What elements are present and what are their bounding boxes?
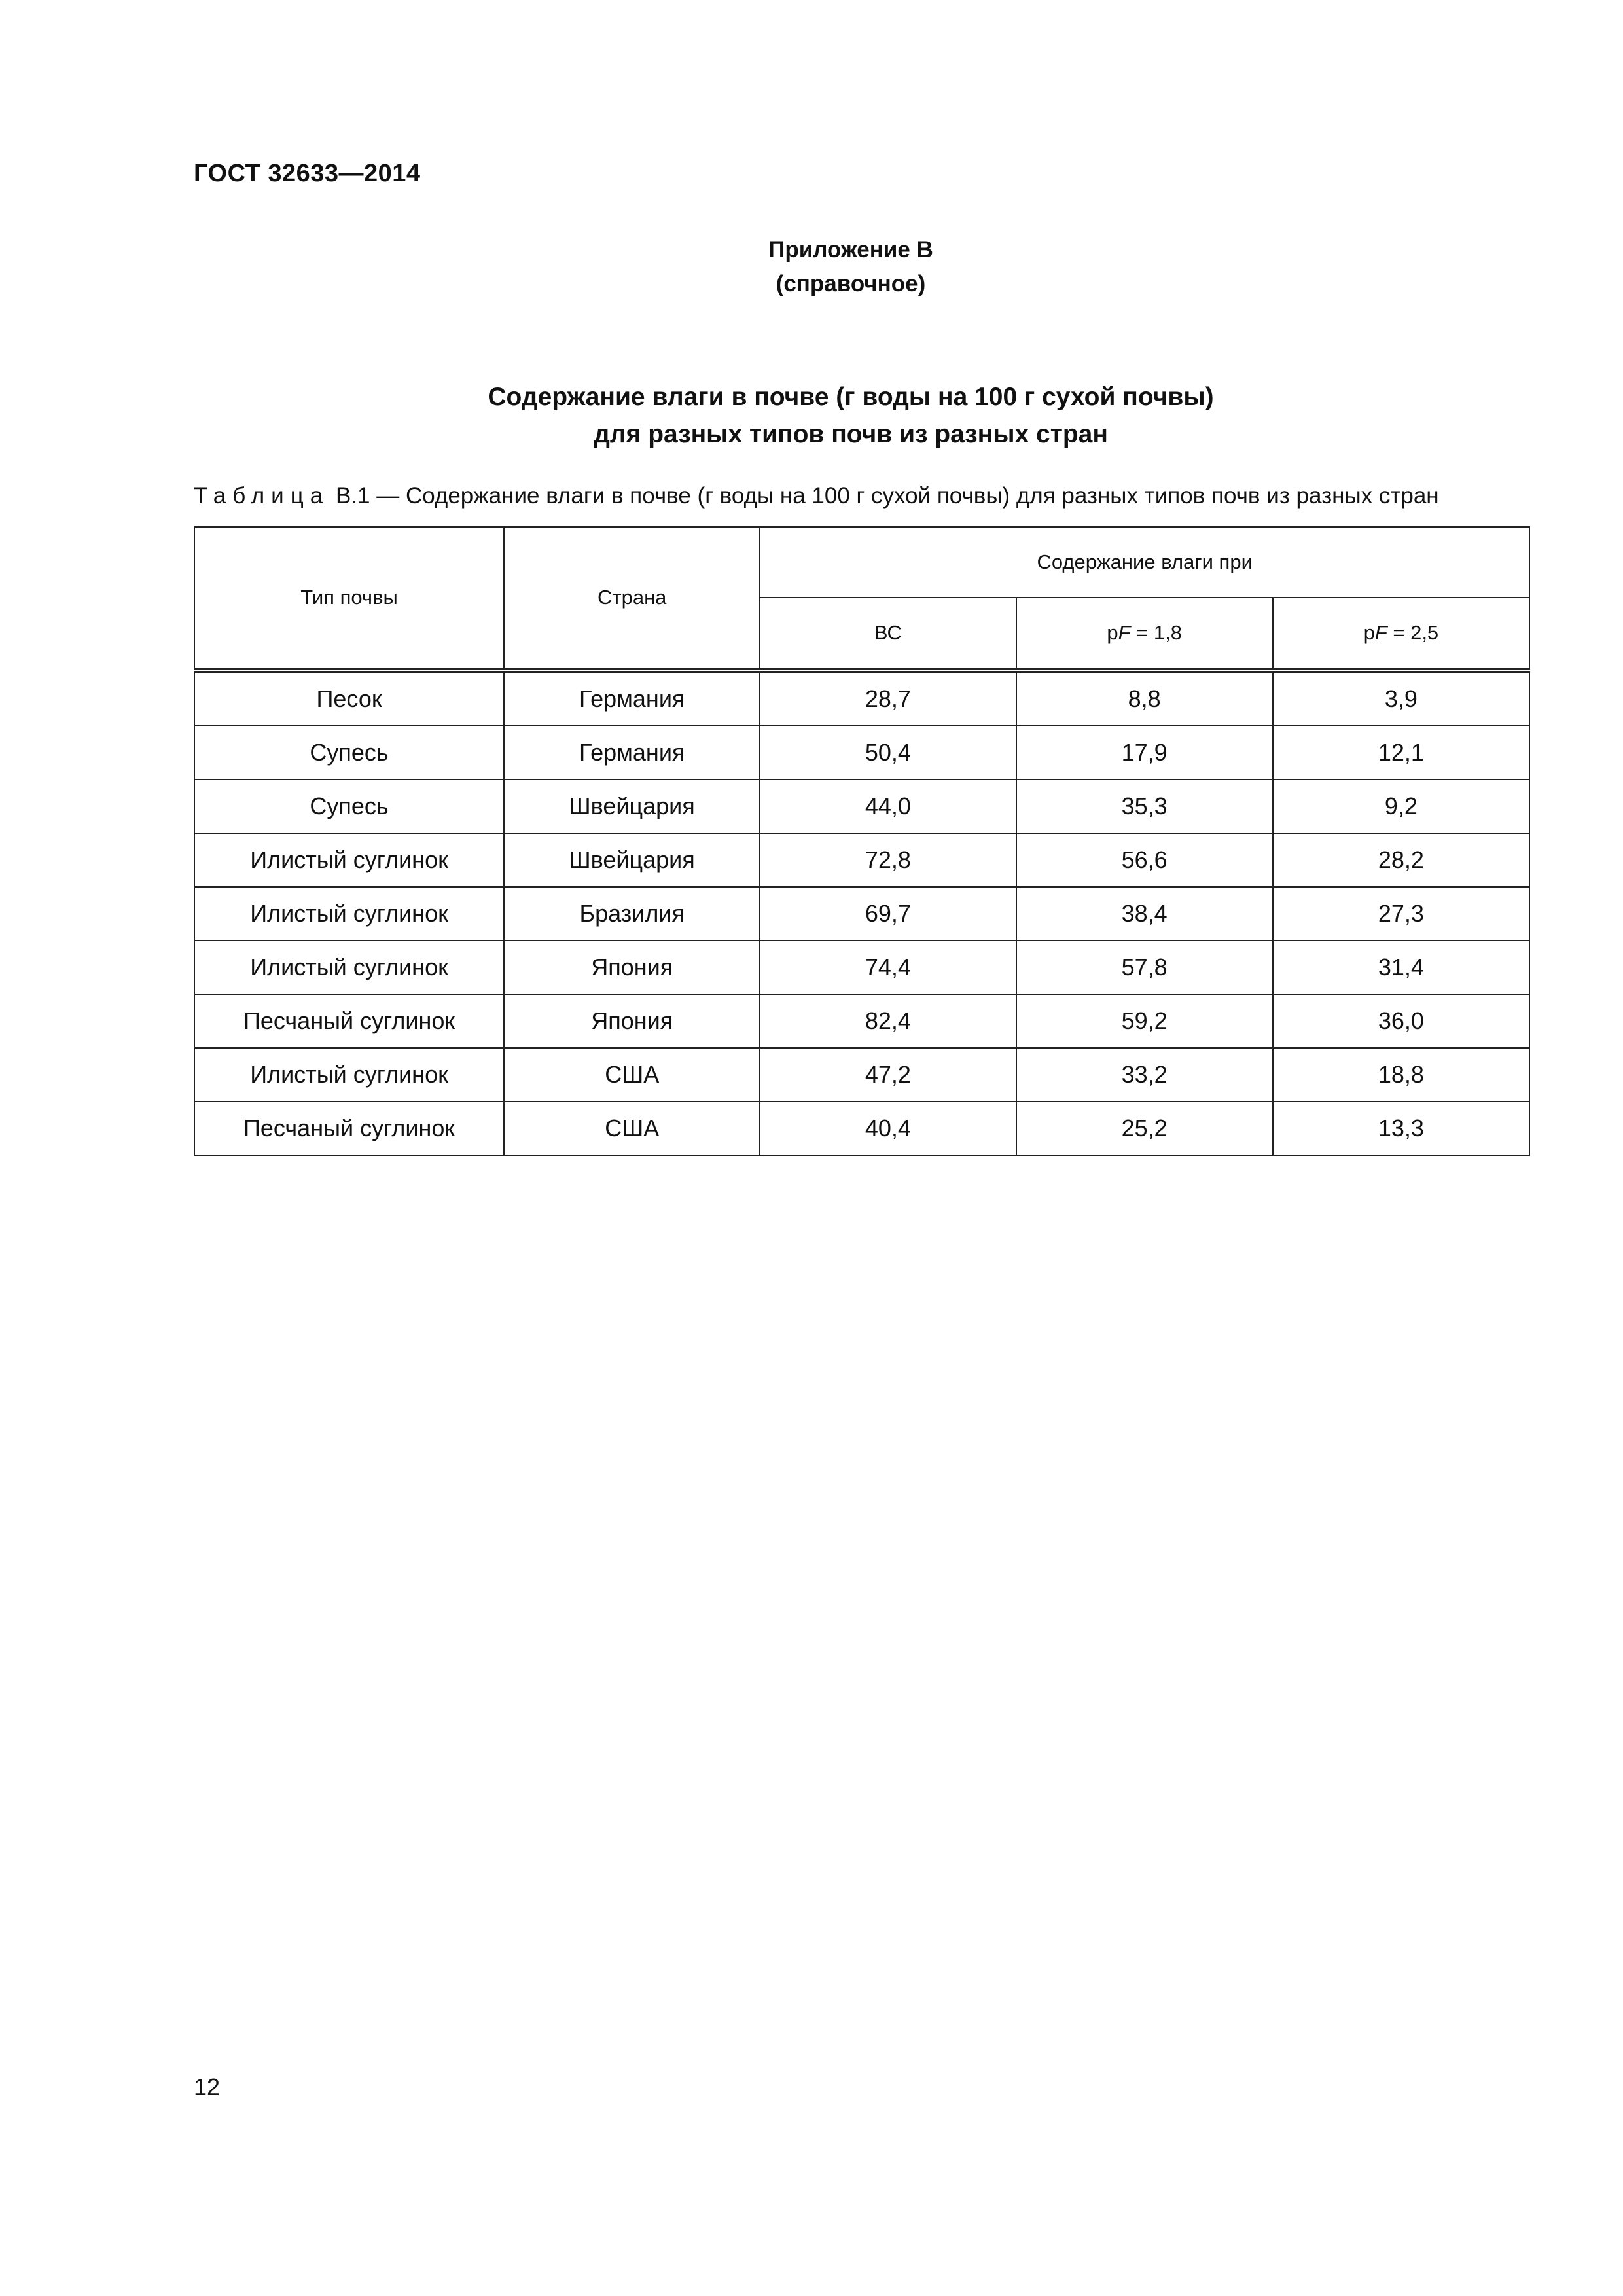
header-soil-type: Тип почвы <box>194 527 504 670</box>
header-pf-1-8 <box>1016 598 1273 670</box>
cell-country: Бразилия <box>504 887 760 941</box>
header-pf-2-5-var: F <box>1374 621 1387 644</box>
table-row <box>194 726 1529 780</box>
cell-soil-type: Супесь <box>194 780 504 833</box>
appendix-subtitle: (справочное) <box>776 271 926 296</box>
header-pf-2-5-prefix: p <box>1363 621 1375 644</box>
cell-country: США <box>504 1048 760 1102</box>
cell-pf-1-8: 25,2 <box>1016 1102 1273 1155</box>
cell-vs: 47,2 <box>760 1048 1016 1102</box>
cell-vs: 69,7 <box>760 887 1016 941</box>
cell-vs: 28,7 <box>760 670 1016 726</box>
cell-pf-2-5: 12,1 <box>1273 726 1529 780</box>
table-row <box>194 780 1529 833</box>
cell-pf-2-5: 31,4 <box>1273 941 1529 994</box>
cell-country: Швейцария <box>504 780 760 833</box>
document-code: ГОСТ 32633—2014 <box>194 160 421 187</box>
cell-pf-2-5: 36,0 <box>1273 994 1529 1048</box>
cell-country: Швейцария <box>504 833 760 887</box>
cell-pf-2-5: 18,8 <box>1273 1048 1529 1102</box>
table-row <box>194 833 1529 887</box>
table-row <box>194 1048 1529 1102</box>
header-country: Страна <box>504 527 760 670</box>
table-row <box>194 887 1529 941</box>
cell-soil-type: Песок <box>194 670 504 726</box>
cell-country: США <box>504 1102 760 1155</box>
cell-soil-type: Илистый суглинок <box>194 1048 504 1102</box>
cell-vs: 50,4 <box>760 726 1016 780</box>
cell-pf-2-5: 13,3 <box>1273 1102 1529 1155</box>
soil-moisture-table <box>194 526 1530 1156</box>
cell-pf-2-5: 3,9 <box>1273 670 1529 726</box>
table-row <box>194 941 1529 994</box>
cell-pf-1-8: 33,2 <box>1016 1048 1273 1102</box>
table-row <box>194 1102 1529 1155</box>
header-moisture-group: Содержание влаги при <box>760 527 1529 598</box>
header-pf-2-5-rest: = 2,5 <box>1387 621 1439 644</box>
header-pf-1-8-prefix: p <box>1107 621 1118 644</box>
cell-country: Япония <box>504 941 760 994</box>
main-title-line-1: Содержание влаги в почве (г воды на 100 г сухой почвы) <box>488 383 1214 411</box>
cell-vs: 44,0 <box>760 780 1016 833</box>
main-title <box>0 378 1623 453</box>
cell-country: Германия <box>504 726 760 780</box>
header-pf-1-8-rest: = 1,8 <box>1130 621 1182 644</box>
cell-pf-1-8: 8,8 <box>1016 670 1273 726</box>
main-title-line-2: для разных типов почв из разных стран <box>594 420 1108 448</box>
cell-pf-2-5: 9,2 <box>1273 780 1529 833</box>
cell-soil-type: Илистый суглинок <box>194 833 504 887</box>
table-header-row <box>194 527 1529 598</box>
cell-vs: 40,4 <box>760 1102 1016 1155</box>
cell-country: Германия <box>504 670 760 726</box>
header-pf-2-5 <box>1273 598 1529 670</box>
cell-pf-1-8: 59,2 <box>1016 994 1273 1048</box>
cell-pf-1-8: 57,8 <box>1016 941 1273 994</box>
cell-soil-type: Супесь <box>194 726 504 780</box>
cell-pf-1-8: 56,6 <box>1016 833 1273 887</box>
table-row <box>194 670 1529 726</box>
table-caption <box>194 483 1529 509</box>
table-caption-text: В.1 — Содержание влаги в почве (г воды на 100 г сухой почвы) для разных типов почв из разных стран <box>335 483 1439 509</box>
cell-soil-type: Илистый суглинок <box>194 941 504 994</box>
appendix-heading <box>0 233 1623 301</box>
header-pf-1-8-var: F <box>1118 621 1131 644</box>
table-row <box>194 994 1529 1048</box>
appendix-title: Приложение В <box>768 237 933 262</box>
table-caption-label: Таблица <box>194 483 330 509</box>
cell-pf-2-5: 28,2 <box>1273 833 1529 887</box>
page-number: 12 <box>194 2073 221 2100</box>
cell-soil-type: Илистый суглинок <box>194 887 504 941</box>
header-vs: ВС <box>760 598 1016 670</box>
cell-vs: 74,4 <box>760 941 1016 994</box>
cell-country: Япония <box>504 994 760 1048</box>
cell-soil-type: Песчаный суглинок <box>194 1102 504 1155</box>
cell-pf-2-5: 27,3 <box>1273 887 1529 941</box>
cell-vs: 72,8 <box>760 833 1016 887</box>
cell-pf-1-8: 17,9 <box>1016 726 1273 780</box>
cell-vs: 82,4 <box>760 994 1016 1048</box>
cell-soil-type: Песчаный суглинок <box>194 994 504 1048</box>
cell-pf-1-8: 38,4 <box>1016 887 1273 941</box>
cell-pf-1-8: 35,3 <box>1016 780 1273 833</box>
